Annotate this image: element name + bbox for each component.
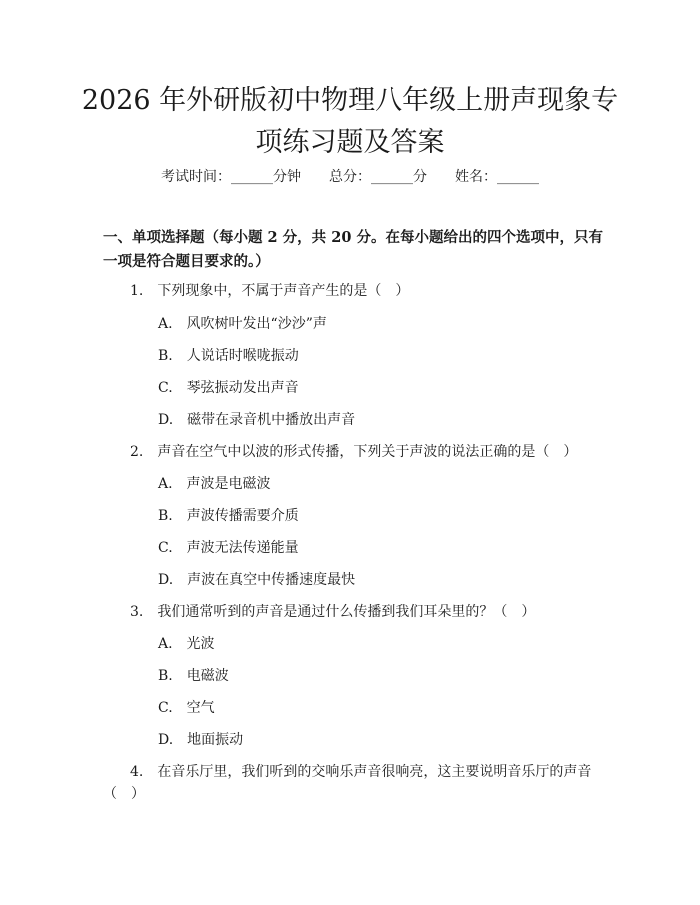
section-heading: 一、单项选择题（每小题 2 分，共 20 分。在每小题给出的四个选项中，只有一项是符合题目要求的。） <box>103 229 603 270</box>
question-2: 2. 声音在空气中以波的形式传播，下列关于声波的说法正确的是（ ） <box>130 444 578 460</box>
question-4: 4. 在音乐厅里，我们听到的交响乐声音很响亮，这主要说明音乐厅的声音 <box>130 764 592 780</box>
question-3-option-c: C. 空气 <box>158 700 215 716</box>
question-2-option-a: A. 声波是电磁波 <box>158 476 271 492</box>
question-1: 1. 下列现象中，不属于声音产生的是（ ） <box>130 283 410 299</box>
question-2-option-b: B. 声波传播需要介质 <box>158 508 299 524</box>
question-1-option-d: D. 磁带在录音机中播放出声音 <box>158 412 356 428</box>
question-3-option-b: B. 电磁波 <box>158 668 229 684</box>
title-line-1: 2026 年外研版初中物理八年级上册声现象专 <box>81 85 619 116</box>
question-3: 3. 我们通常听到的声音是通过什么传播到我们耳朵里的？（ ） <box>130 604 536 620</box>
title-line-2: 项练习题及答案 <box>255 127 445 158</box>
question-1-option-c: C. 琴弦振动发出声音 <box>158 380 299 396</box>
question-3-option-a: A. 光波 <box>158 636 215 652</box>
document-title <box>0 80 700 164</box>
question-4-continued: （ ） <box>103 786 145 802</box>
question-1-option-b: B. 人说话时喉咙振动 <box>158 348 299 364</box>
question-2-option-d: D. 声波在真空中传播速度最快 <box>158 572 356 588</box>
exam-info: 考试时间：______分钟 总分：______分 姓名：______ <box>161 169 539 185</box>
question-1-option-a: A. 风吹树叶发出“沙沙”声 <box>158 316 327 332</box>
question-2-option-c: C. 声波无法传递能量 <box>158 540 299 556</box>
question-3-option-d: D. 地面振动 <box>158 732 244 748</box>
